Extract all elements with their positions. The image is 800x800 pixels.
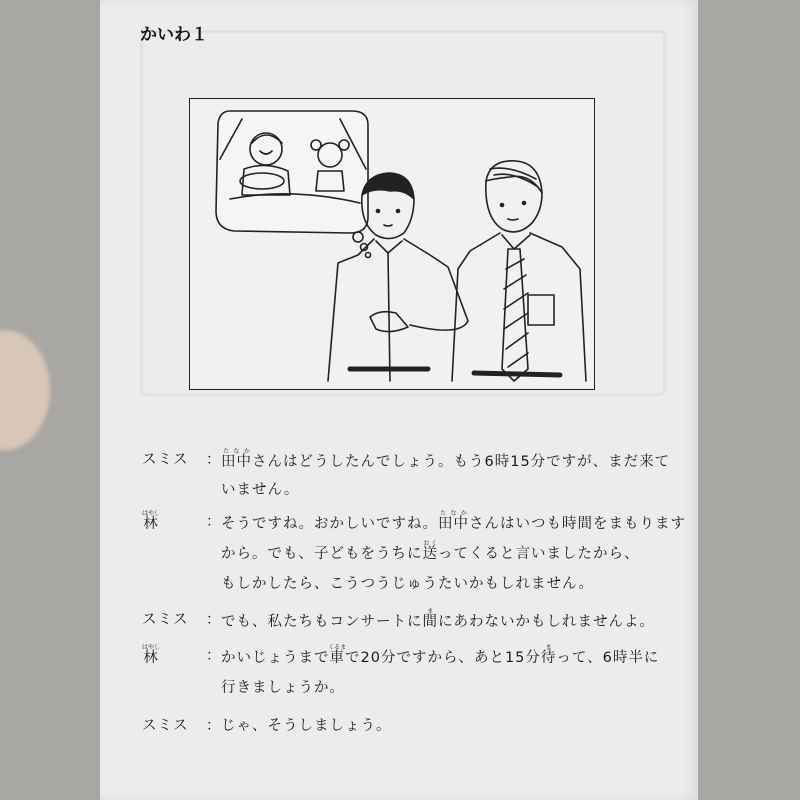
dialogue-text: 行きましょうか。 <box>221 680 345 696</box>
page-title: かいわ１ <box>140 25 208 45</box>
dialogue-text: いません。 <box>221 482 300 498</box>
dialogue-text: 田中たなかさんはどうしたんでしょう。もう6時15分ですが、まだ来て <box>221 448 671 470</box>
speaker-name: 林はやし <box>142 644 161 666</box>
dialogue-text: でも、私たちもコンサートに間まにあわないかもしれませんよ。 <box>221 608 655 630</box>
speaker-name: スミス <box>142 718 189 734</box>
speaker-colon: ： <box>206 612 222 628</box>
speaker-colon: ： <box>206 452 222 468</box>
dialogue-text: そうですね。おかしいですね。田中たなかさんはいつも時間をまもります <box>221 510 686 532</box>
speaker-name: スミス <box>142 452 189 468</box>
dialogue-text: じゃ、そうしましょう。 <box>221 718 392 734</box>
dialogue-text: から。でも、子どもをうちに送おくってくると言いましたから、 <box>221 540 640 562</box>
speaker-colon: ： <box>206 514 222 530</box>
speaker-colon: ： <box>206 648 222 664</box>
illustration <box>189 98 595 390</box>
dialogue-text: もしかしたら、こうつうじゅうたいかもしれません。 <box>221 576 594 592</box>
speaker-colon: ： <box>206 718 222 734</box>
thumb <box>0 330 50 450</box>
dialogue-text: かいじょうまで車くるまで20分ですから、あと15分待まって、6時半に <box>221 644 660 666</box>
illustration-drawing <box>190 99 594 389</box>
speaker-name: 林はやし <box>142 510 161 532</box>
textbook-page <box>100 0 698 800</box>
speaker-name: スミス <box>142 612 189 628</box>
man1-hair <box>362 173 414 199</box>
